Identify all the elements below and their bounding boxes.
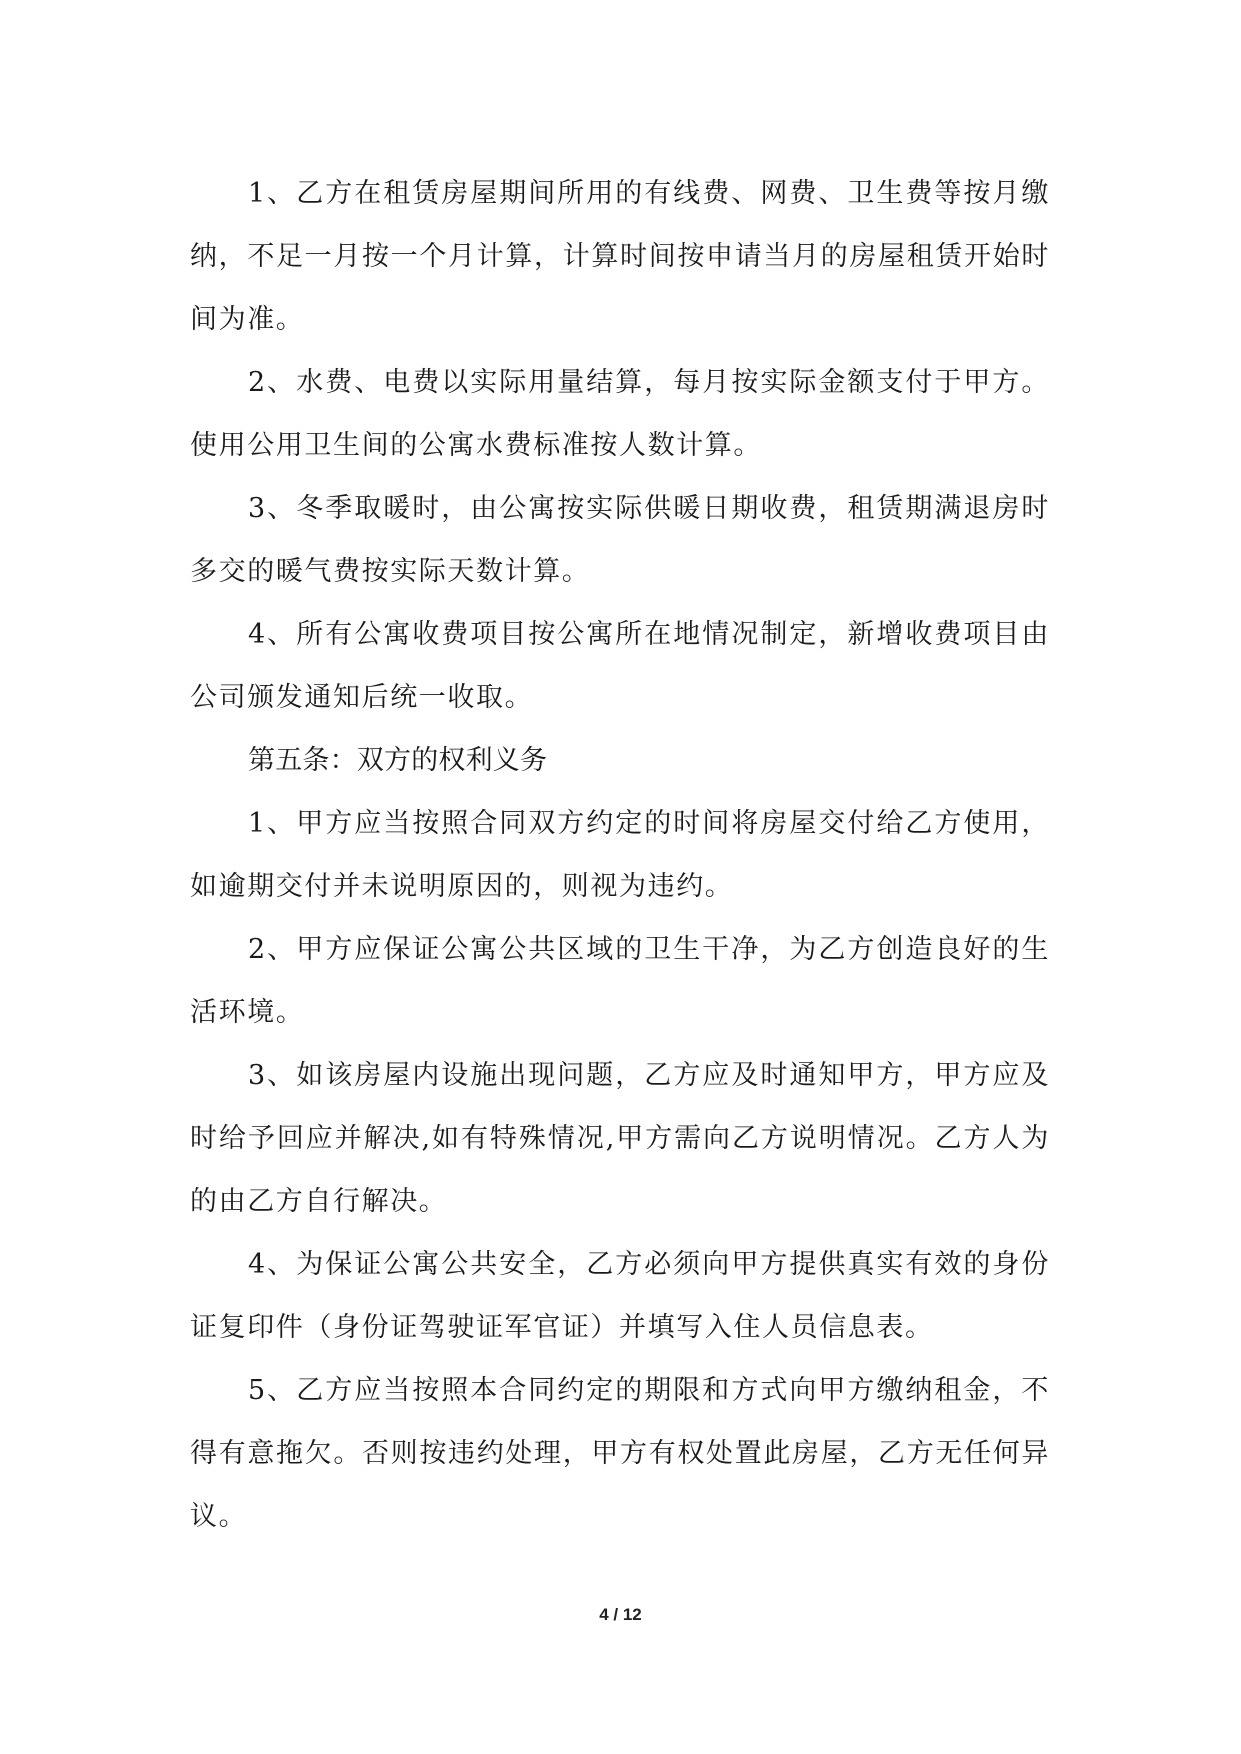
- document-body: [190, 162, 1050, 1548]
- page-number: 4 / 12: [599, 1605, 642, 1624]
- paragraph-heating: 3、冬季取暖时，由公寓按实际供暖日期收费，租赁期满退房时多交的暖气费按实际天数计算。: [190, 493, 1050, 587]
- section-heading-article-5: 第五条：双方的权利义务: [248, 745, 548, 776]
- paragraph-rent-payment: 5、乙方应当按照本合同约定的期限和方式向甲方缴纳租金，不得有意拖欠。否则按违约处理，甲方有权处置此房屋，乙方无任何异议。: [190, 1375, 1050, 1532]
- paragraph-fee-items: 4、所有公寓收费项目按公寓所在地情况制定，新增收费项目由公司颁发通知后统一收取。: [190, 619, 1050, 713]
- paragraph-facilities: 3、如该房屋内设施出现问题，乙方应及时通知甲方，甲方应及时给予回应并解决,如有特殊情况,甲方需向乙方说明情况。乙方人为的由乙方自行解决。: [190, 1060, 1050, 1217]
- paragraph-hygiene: 2、甲方应保证公寓公共区域的卫生干净，为乙方创造良好的生活环境。: [190, 934, 1050, 1028]
- paragraph-water-electricity: 2、水费、电费以实际用量结算，每月按实际金额支付于甲方。使用公用卫生间的公寓水费标准按人数计算。: [190, 367, 1050, 461]
- paragraph-delivery: 1、甲方应当按照合同双方约定的时间将房屋交付给乙方使用，如逾期交付并未说明原因的，则视为违约。: [190, 808, 1050, 902]
- paragraph-fee-cable-network: 1、乙方在租赁房屋期间所用的有线费、网费、卫生费等按月缴纳，不足一月按一个月计算，计算时间按申请当月的房屋租赁开始时间为准。: [190, 178, 1050, 335]
- paragraph-id-documents: 4、为保证公寓公共安全，乙方必须向甲方提供真实有效的身份证复印件（身份证驾驶证军官证）并填写入住人员信息表。: [190, 1249, 1050, 1343]
